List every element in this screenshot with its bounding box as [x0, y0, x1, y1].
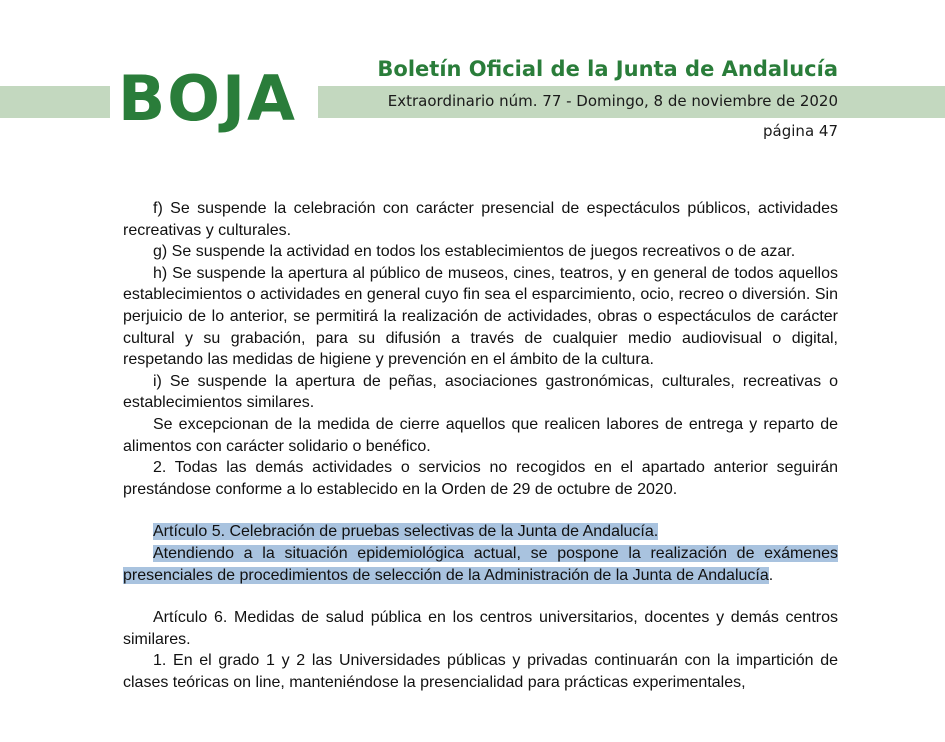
article-5-body-text: Atendiendo a la situación epidemiológica actual, se pospone la realización de exámenes presenciales de procedimientos de selección de la Administración de la Junta de Andalucía: [123, 544, 838, 584]
paragraph-exception: Se excepcionan de la medida de cierre aquellos que realicen labores de entrega y reparto de alimentos con carácter solidario o benéfico.: [123, 415, 838, 455]
bulletin-title: Boletín Oficial de la Junta de Andalucía: [377, 57, 838, 81]
paragraph-g: g) Se suspende la actividad en todos los establecimientos de juegos recreativos o de azar.: [153, 243, 796, 261]
paragraph-i: i) Se suspende la apertura de peñas, asociaciones gastronómicas, culturales, recreativas o establecimientos similares.: [123, 372, 838, 412]
paragraph-h: h) Se suspende la apertura al público de museos, cines, teatros, y en general de todos aquellos establecimientos o actividades en general cuyo fin sea el esparcimiento, ocio, recreo o diversión. Sin perjuicio de lo anterior, se permitirá la realización de actividades, obras o espectáculos de carácter cultural y su grabación, para su difusión a través de cualquier medio audiovisual o digital, respetando las medidas de higiene y prevención en el ámbito de la cultura.: [123, 264, 838, 369]
section-gap: [123, 500, 838, 521]
page-number: página 47: [763, 122, 838, 140]
article-5-body-end: .: [768, 566, 774, 584]
header-band-left: [0, 86, 110, 118]
article-6-heading: Artículo 6. Medidas de salud pública en los centros universitarios, docentes y demás centros similares.: [123, 609, 838, 648]
article-5-heading-text: Artículo 5. Celebración de pruebas selectivas de la Junta de Andalucía.: [153, 523, 659, 541]
section-gap: [123, 586, 838, 607]
article-6-paragraph-1: 1. En el grado 1 y 2 las Universidades públicas y privadas continuarán con la impartición de clases teóricas on line, manteniéndose la presencialidad para prácticas experimentales,: [123, 652, 838, 691]
paragraph-2: 2. Todas las demás actividades o servicios no recogidos en el apartado anterior seguirán prestándose conforme a lo establecido en la Orden de 29 de octubre de 2020.: [123, 459, 838, 498]
boja-logo: BOJA: [118, 62, 298, 135]
article-5-heading: [123, 521, 838, 543]
article-5-body: [123, 543, 838, 586]
document-body: [123, 198, 838, 693]
issue-line: Extraordinario núm. 77 - Domingo, 8 de noviembre de 2020: [387, 92, 838, 110]
paragraph-f: f) Se suspende la celebración con carácter presencial de espectáculos públicos, actividades recreativas y culturales.: [123, 200, 838, 239]
